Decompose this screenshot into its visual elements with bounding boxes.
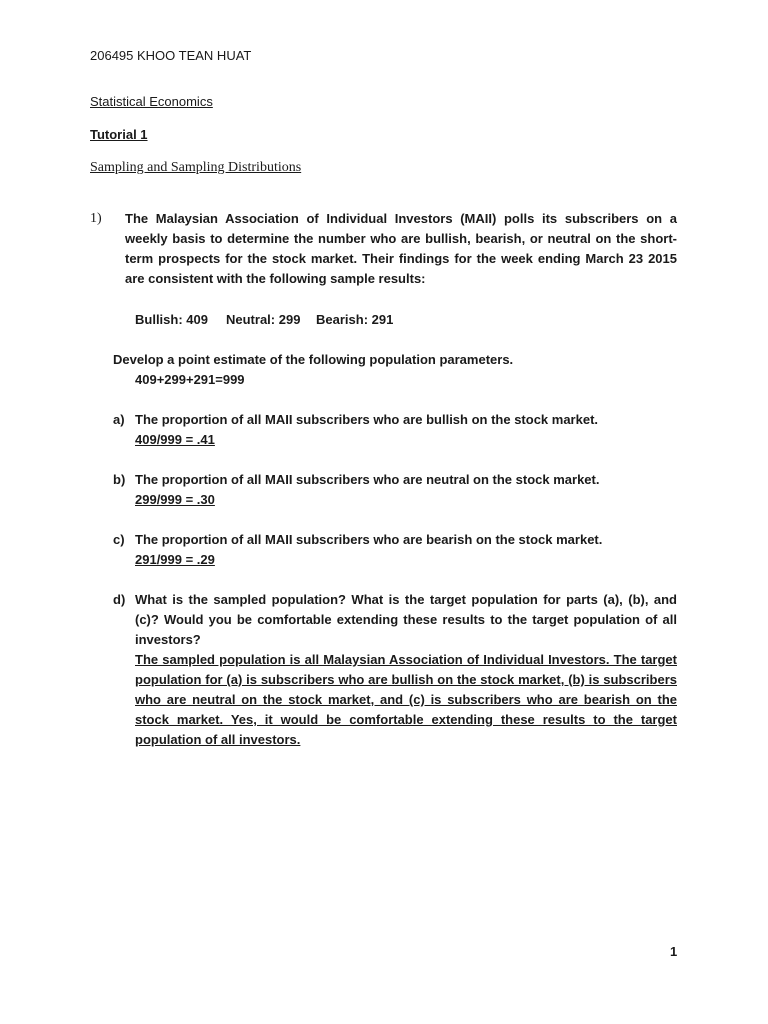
question-number: 1) <box>90 211 102 226</box>
result-bullish: Bullish: 409 <box>135 312 208 327</box>
part-b-answer: 299/999 = .30 <box>135 492 215 507</box>
part-c-answer: 291/999 = .29 <box>135 552 215 567</box>
page-number: 1 <box>670 944 678 959</box>
part-d-block <box>135 590 677 750</box>
part-b-label: b) <box>113 472 126 487</box>
part-c-question: The proportion of all MAII subscribers who are bearish on the stock market. <box>135 532 603 547</box>
topic-title: Sampling and Sampling Distributions <box>90 160 302 175</box>
student-name: 206495 KHOO TEAN HUAT <box>90 48 252 63</box>
part-a-answer: 409/999 = .41 <box>135 432 215 447</box>
part-d-answer: The sampled population is all Malaysian Association of Individual Investors. The target population for (a) is subscribers who are bullish on the stock market, (b) is subscribers who are neutral on the stock market, and (c) is subscribers who are bearish on the stock market. Yes, it would be comfortable extending these results to the target population of all investors. <box>135 652 677 747</box>
part-d-label: d) <box>113 592 126 607</box>
part-d-question: What is the sampled population? What is the target population for parts (a), (b), and (c)? Would you be comfortable extending these results to the target population of all investors? <box>135 592 677 647</box>
course-title: Statistical Economics <box>90 94 213 109</box>
question-paragraph: The Malaysian Association of Individual Investors (MAII) polls its subscribers on a weekly basis to determine the number who are bullish, bearish, or neutral on the short-term prospects for the stock market. Their findings for the week ending March 23 2015 are consistent with the following sample results: <box>125 211 677 286</box>
question-text <box>125 209 677 289</box>
part-b-question: The proportion of all MAII subscribers who are neutral on the stock market. <box>135 472 600 487</box>
total-calculation: 409+299+291=999 <box>135 372 245 387</box>
instruction-text: Develop a point estimate of the following population parameters. <box>113 352 514 367</box>
part-a-question: The proportion of all MAII subscribers who are bullish on the stock market. <box>135 412 599 427</box>
tutorial-title: Tutorial 1 <box>90 127 148 142</box>
part-c-label: c) <box>113 532 125 547</box>
result-bearish: Bearish: 291 <box>316 312 394 327</box>
result-neutral: Neutral: 299 <box>226 312 301 327</box>
part-a-label: a) <box>113 412 125 427</box>
